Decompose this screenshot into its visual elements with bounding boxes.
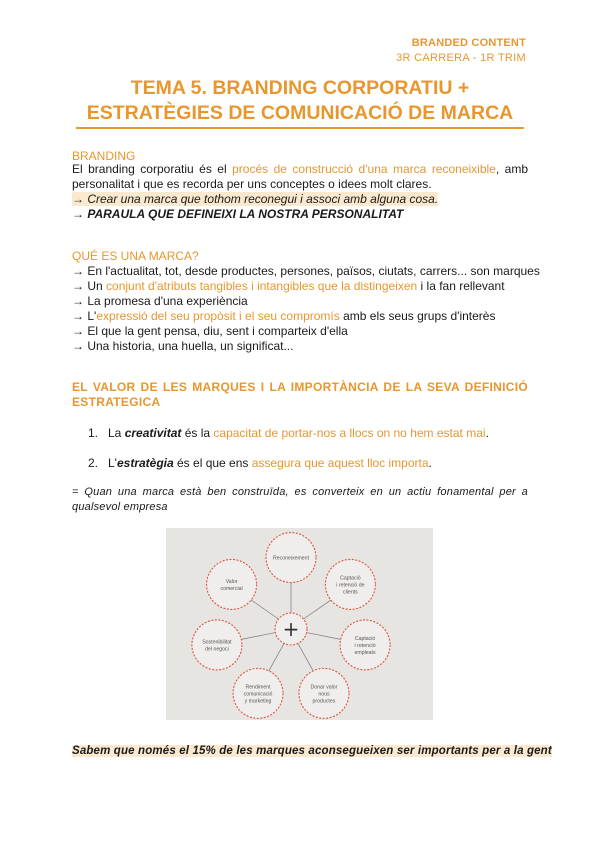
valor-item-1-a: La — [108, 426, 125, 440]
diagram-node-label: Reconeixement — [272, 555, 310, 562]
valor-item-2-highlight: assegura que aquest lloc importa — [251, 456, 429, 470]
marca-heading: QUÉ ES UNA MARCA? — [72, 249, 199, 263]
valor-item-1-term: creativitat — [124, 426, 182, 440]
diagram-node-label: Rendiment comunicació y marketing — [243, 684, 273, 705]
marca-line-5: → El que la gent pensa, diu, sent i comparteix d'ella — [72, 324, 348, 338]
title-underline — [76, 127, 524, 129]
branding-arrow-1-text: → Crear una marca que tothom reconegui i associ amb alguna cosa. — [72, 192, 439, 206]
marca-line-2-highlight: conjunt d'atributs tangibles i intangibles que la distingeixen — [106, 279, 418, 293]
closing-statement: Sabem que només el 15% de les marques aconsegueixen ser importants per a la gent — [72, 745, 552, 757]
diagram-node-label: Captació i retenció empleats — [354, 635, 376, 656]
branding-heading: BRANDING — [72, 149, 136, 163]
diagram-connector — [251, 600, 278, 619]
page-title — [76, 76, 524, 126]
marca-line-4-highlight: expressió del seu propòsit i el seu compromís — [96, 309, 340, 323]
marca-line-6: → Una historia, una huella, un significat... — [72, 339, 294, 353]
diagram-connector — [307, 633, 341, 640]
diagram-connector — [298, 643, 313, 670]
diagram-node-label: Valor comercial — [220, 578, 243, 592]
diagram-connector — [269, 643, 284, 670]
marca-line-4 — [72, 309, 495, 324]
valor-item-1-highlight: capacitat de portar-nos a llocs on no hem estat mai — [213, 426, 486, 440]
marca-line-4-c: amb els seus grups d'interès — [339, 309, 496, 323]
brand-value-diagram — [166, 528, 433, 720]
valor-item-1-number: 1. — [88, 426, 99, 440]
branding-paragraph — [72, 162, 528, 192]
header-course-term: 3R CARRERA - 1R TRIM — [396, 52, 526, 64]
title-line-2: ESTRATÈGIES DE COMUNICACIÓ DE MARCA — [86, 102, 514, 124]
valor-heading: EL VALOR DE LES MARQUES I LA IMPORTÀNCIA DE LA SEVA DEFINICIÓ ESTRATEGICA — [72, 380, 528, 409]
diagram-node-label: Donar valor nous productes — [310, 684, 338, 705]
valor-item-1-e: . — [485, 426, 489, 440]
valor-equation: = Quan una marca està ben construïda, es converteix en un actiu fonamental per a qualsevol empresa — [72, 486, 528, 513]
valor-item-2-term: estratègia — [116, 456, 174, 470]
marca-line-1: → En l'actualitat, tot, desde productes, persones, països, ciutats, carrers... son marques — [72, 264, 540, 278]
valor-item-2-e: . — [428, 456, 432, 470]
valor-item-1-c: és la — [181, 426, 214, 440]
marca-line-2-c: i la fan rellevant — [417, 279, 505, 293]
diagram-svg — [166, 528, 433, 720]
valor-item-2-c: és el que ens — [173, 456, 252, 470]
diagram-node-label: Sostenibilitat del negoci — [202, 639, 232, 653]
marca-line-3: → La promesa d'una experiència — [72, 294, 248, 308]
branding-text-a: El branding corporatiu és el — [72, 162, 233, 176]
branding-arrow-1 — [72, 192, 438, 207]
branding-arrow-2: → PARAULA QUE DEFINEIXI LA NOSTRA PERSONALITAT — [72, 207, 404, 221]
valor-item-1 — [88, 426, 489, 441]
title-line-1: TEMA 5. BRANDING CORPORATIU + — [130, 77, 470, 99]
marca-line-4-a: → L' — [72, 309, 97, 323]
branding-text-c: , amb personalitat i que es recorda per uns conceptes o idees molt clares. — [72, 162, 529, 191]
diagram-node-label: Captació i retenció de clients — [336, 575, 365, 596]
marca-line-2-a: → Un — [72, 279, 107, 293]
marca-line-2 — [72, 279, 505, 294]
valor-item-2 — [88, 456, 432, 471]
diagram-plus-icon: + — [282, 617, 300, 641]
diagram-connector — [304, 600, 331, 619]
branding-highlight-text: procés de construcció d'una marca reconeixible — [232, 162, 496, 176]
header-course-title: BRANDED CONTENT — [411, 37, 526, 49]
diagram-connector — [241, 633, 275, 640]
valor-item-2-number: 2. — [88, 456, 99, 470]
valor-item-2-a: L' — [108, 456, 117, 470]
